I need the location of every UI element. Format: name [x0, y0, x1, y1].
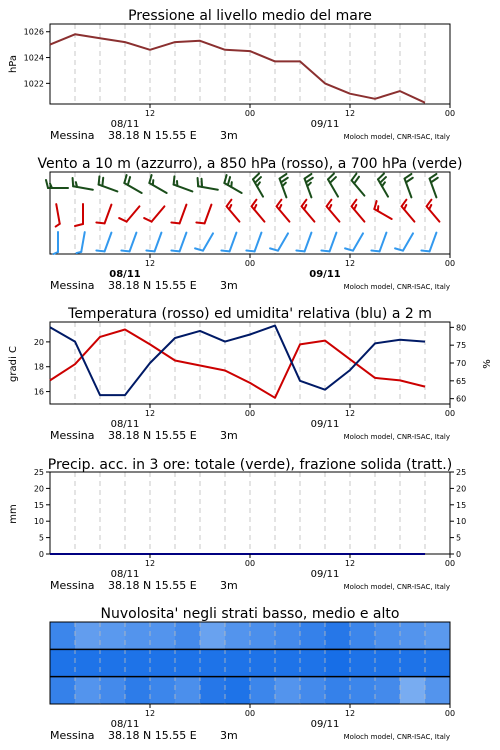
- x-tick-label: 00: [244, 409, 256, 418]
- cloud-cell: [350, 677, 376, 705]
- y-tick-label: 75: [456, 341, 467, 351]
- y-tick-label: 25: [33, 468, 44, 477]
- x-tick-label: 12: [144, 709, 156, 718]
- cloud-cell: [275, 622, 301, 650]
- date-label: 09/11: [310, 119, 340, 130]
- cloud-cell: [175, 622, 201, 650]
- y-tick-label: 0: [38, 550, 44, 559]
- x-tick-label: 00: [244, 259, 256, 268]
- wind-barb-700hpa: [352, 174, 365, 196]
- cloud-cell: [425, 649, 451, 677]
- wind-barb-700hpa: [430, 174, 438, 197]
- station-name: Messina: [50, 579, 95, 592]
- x-tick-label: 00: [444, 109, 456, 118]
- wind-barb-850hpa: [227, 200, 240, 222]
- wind-barb-700hpa: [224, 175, 241, 193]
- pressure-line: [50, 34, 425, 102]
- x-tick-label: 00: [444, 259, 456, 268]
- wind-barb-10m: [221, 233, 236, 252]
- chart-title: Temperatura (rosso) ed umidita' relativa (blu) a 2 m: [68, 306, 432, 322]
- wind-barb-700hpa: [73, 178, 93, 190]
- y-tick-label: 25: [456, 468, 467, 477]
- x-tick-label: 00: [244, 559, 256, 568]
- wind-barb-850hpa: [427, 200, 440, 222]
- y-tick-label: 10: [33, 517, 44, 527]
- wind-barb-850hpa: [56, 204, 60, 226]
- y-tick-label: 5: [38, 533, 44, 543]
- cloud-cell: [200, 649, 226, 677]
- x-tick-label: 12: [144, 259, 156, 268]
- wind-barb-850hpa: [374, 201, 391, 219]
- cloud-cell: [425, 677, 451, 705]
- cloud-cell: [200, 622, 226, 650]
- wind-barb-850hpa: [96, 205, 111, 224]
- x-tick-label: 00: [444, 409, 456, 418]
- y-axis-label: hPa: [8, 54, 19, 74]
- wind-barb-10m: [171, 233, 186, 252]
- y-tick-label: 65: [456, 376, 467, 386]
- wind-barb-700hpa: [253, 174, 263, 197]
- cloud-cell: [100, 649, 126, 677]
- model-credit: Moloch model, CNR-ISAC, Italy: [343, 733, 450, 741]
- x-tick-label: 00: [444, 709, 456, 718]
- wind-barb-850hpa: [302, 200, 315, 222]
- wind-barb-700hpa: [328, 174, 338, 197]
- wind-barb-700hpa: [124, 175, 141, 193]
- y-axis-label: gradi C: [8, 346, 19, 382]
- x-tick-label: 12: [144, 409, 156, 418]
- chart-title: Pressione al livello medio del mare: [128, 8, 372, 24]
- cloud-cell: [375, 622, 401, 650]
- x-tick-label: 12: [344, 559, 356, 568]
- cloud-cell: [350, 622, 376, 650]
- cloud-cell: [375, 677, 401, 705]
- y-axis-label-right: %: [482, 359, 493, 369]
- cloud-cell: [175, 649, 201, 677]
- x-tick-label: 00: [444, 559, 456, 568]
- date-label: 08/11: [110, 419, 140, 430]
- cloud-cell: [175, 677, 201, 705]
- cloud-cell: [250, 649, 276, 677]
- wind-barb-700hpa: [280, 174, 288, 197]
- y-tick-label: 1024: [23, 53, 44, 63]
- wind-barb-700hpa: [174, 176, 193, 191]
- station-coords: 38.18 N 15.55 E: [108, 429, 197, 442]
- date-label: 09/11: [309, 269, 341, 280]
- y-tick-label: 1026: [23, 27, 44, 37]
- cloud-cell: [75, 622, 101, 650]
- date-label: 08/11: [110, 569, 140, 580]
- y-tick-label: 15: [33, 500, 44, 510]
- y-tick-label: 0: [456, 550, 462, 559]
- wind-barb-700hpa: [149, 175, 166, 193]
- cloud-cell: [275, 649, 301, 677]
- wind-barb-700hpa: [405, 174, 413, 197]
- y-tick-label: 15: [456, 500, 467, 510]
- wind-barb-850hpa: [171, 205, 186, 224]
- y-axis-label: mm: [8, 504, 19, 524]
- station-elevation: 3m: [220, 129, 238, 142]
- cloud-cell: [400, 622, 426, 650]
- chart-title: Vento a 10 m (azzurro), a 850 hPa (rosso), a 700 hPa (verde): [37, 156, 463, 172]
- wind-barb-850hpa: [277, 200, 290, 222]
- x-tick-label: 12: [344, 709, 356, 718]
- x-tick-label: 12: [344, 409, 356, 418]
- station-elevation: 3m: [220, 429, 238, 442]
- cloud-cell: [225, 649, 251, 677]
- cloud-cell: [75, 677, 101, 705]
- station-name: Messina: [50, 429, 95, 442]
- cloud-cell: [200, 677, 226, 705]
- station-coords: 38.18 N 15.55 E: [108, 279, 197, 292]
- station-elevation: 3m: [220, 729, 238, 742]
- wind-barb-850hpa: [327, 200, 340, 222]
- wind-barb-850hpa: [252, 200, 265, 222]
- wind-barb-700hpa: [198, 178, 218, 190]
- station-name: Messina: [50, 729, 95, 742]
- y-tick-label: 10: [456, 517, 467, 527]
- model-credit: Moloch model, CNR-ISAC, Italy: [343, 133, 450, 141]
- wind-barb-10m: [421, 233, 436, 252]
- station-coords: 38.18 N 15.55 E: [108, 579, 197, 592]
- y-tick-label: 60: [456, 394, 467, 404]
- y-tick-label: 5: [456, 533, 462, 543]
- cloud-cell: [225, 677, 251, 705]
- cloud-cell: [300, 649, 326, 677]
- model-credit: Moloch model, CNR-ISAC, Italy: [343, 583, 450, 591]
- wind-barb-10m: [121, 233, 136, 252]
- x-tick-label: 12: [144, 559, 156, 568]
- station-name: Messina: [50, 279, 95, 292]
- wind-barb-10m: [246, 233, 261, 252]
- cloud-cell: [300, 677, 326, 705]
- wind-barb-10m: [195, 233, 213, 250]
- date-label: 09/11: [310, 569, 340, 580]
- y-tick-label: 20: [33, 337, 44, 347]
- wind-barb-10m: [54, 232, 59, 254]
- cloud-cell: [125, 622, 151, 650]
- wind-barb-700hpa: [46, 180, 68, 188]
- x-tick-label: 12: [144, 109, 156, 118]
- temperature-line: [50, 330, 425, 398]
- station-name: Messina: [50, 129, 95, 142]
- cloud-cell: [125, 677, 151, 705]
- y-tick-label: 18: [33, 362, 44, 372]
- wind-barb-10m: [395, 233, 413, 250]
- wind-barb-850hpa: [75, 204, 83, 226]
- wind-barb-850hpa: [119, 206, 139, 221]
- chart-title: Nuvolosita' negli strati basso, medio e alto: [100, 606, 400, 622]
- cloud-cell: [300, 622, 326, 650]
- station-elevation: 3m: [220, 579, 238, 592]
- station-coords: 38.18 N 15.55 E: [108, 729, 197, 742]
- wind-barb-700hpa: [378, 174, 388, 197]
- cloud-cell: [50, 649, 76, 677]
- cloud-cell: [250, 677, 276, 705]
- chart-title: Precip. acc. in 3 ore: totale (verde), frazione solida (tratt.): [47, 457, 453, 473]
- cloud-cell: [75, 649, 101, 677]
- x-tick-label: 00: [244, 109, 256, 118]
- cloud-cell: [400, 649, 426, 677]
- wind-barb-850hpa: [352, 200, 365, 222]
- wind-barb-10m: [321, 233, 336, 252]
- cloud-cell: [325, 622, 351, 650]
- wind-barb-700hpa: [305, 174, 313, 197]
- wind-barb-10m: [96, 233, 111, 252]
- wind-barb-850hpa: [144, 206, 164, 221]
- cloud-cell: [100, 677, 126, 705]
- wind-barb-850hpa: [402, 200, 415, 222]
- cloud-cell: [250, 622, 276, 650]
- wind-barb-700hpa: [99, 176, 118, 191]
- wind-barb-10m: [371, 233, 386, 252]
- date-label: 08/11: [110, 719, 140, 730]
- x-tick-label: 12: [344, 109, 356, 118]
- cloud-cell: [350, 649, 376, 677]
- y-tick-label: 20: [456, 484, 467, 494]
- wind-barb-10m: [270, 233, 288, 250]
- y-tick-label: 70: [456, 359, 467, 368]
- cloud-cell: [400, 677, 426, 705]
- cloud-cell: [150, 622, 176, 650]
- cloud-cell: [275, 677, 301, 705]
- cloud-cell: [325, 677, 351, 705]
- cloud-cell: [425, 622, 451, 650]
- wind-barb-10m: [345, 233, 363, 250]
- wind-barb-10m: [296, 233, 311, 252]
- wind-barb-10m: [76, 232, 84, 253]
- cloud-cell: [150, 677, 176, 705]
- cloud-cell: [100, 622, 126, 650]
- model-credit: Moloch model, CNR-ISAC, Italy: [343, 433, 450, 441]
- x-tick-label: 12: [344, 259, 356, 268]
- wind-barb-850hpa: [196, 205, 211, 224]
- cloud-cell: [50, 677, 76, 705]
- station-elevation: 3m: [220, 279, 238, 292]
- cloud-cell: [375, 649, 401, 677]
- station-coords: 38.18 N 15.55 E: [108, 129, 197, 142]
- wind-barb-10m: [146, 233, 161, 252]
- y-tick-label: 16: [33, 387, 44, 397]
- cloud-cell: [125, 649, 151, 677]
- date-label: 08/11: [109, 269, 141, 280]
- cloud-cell: [150, 649, 176, 677]
- y-tick-label: 20: [33, 484, 44, 494]
- date-label: 09/11: [310, 419, 340, 430]
- model-credit: Moloch model, CNR-ISAC, Italy: [343, 283, 450, 291]
- date-label: 09/11: [310, 719, 340, 730]
- x-tick-label: 00: [244, 709, 256, 718]
- y-tick-label: 1022: [23, 79, 44, 89]
- cloud-cell: [50, 622, 76, 650]
- y-tick-label: 80: [456, 323, 467, 333]
- date-label: 08/11: [110, 119, 140, 130]
- cloud-cell: [225, 622, 251, 650]
- cloud-cell: [325, 649, 351, 677]
